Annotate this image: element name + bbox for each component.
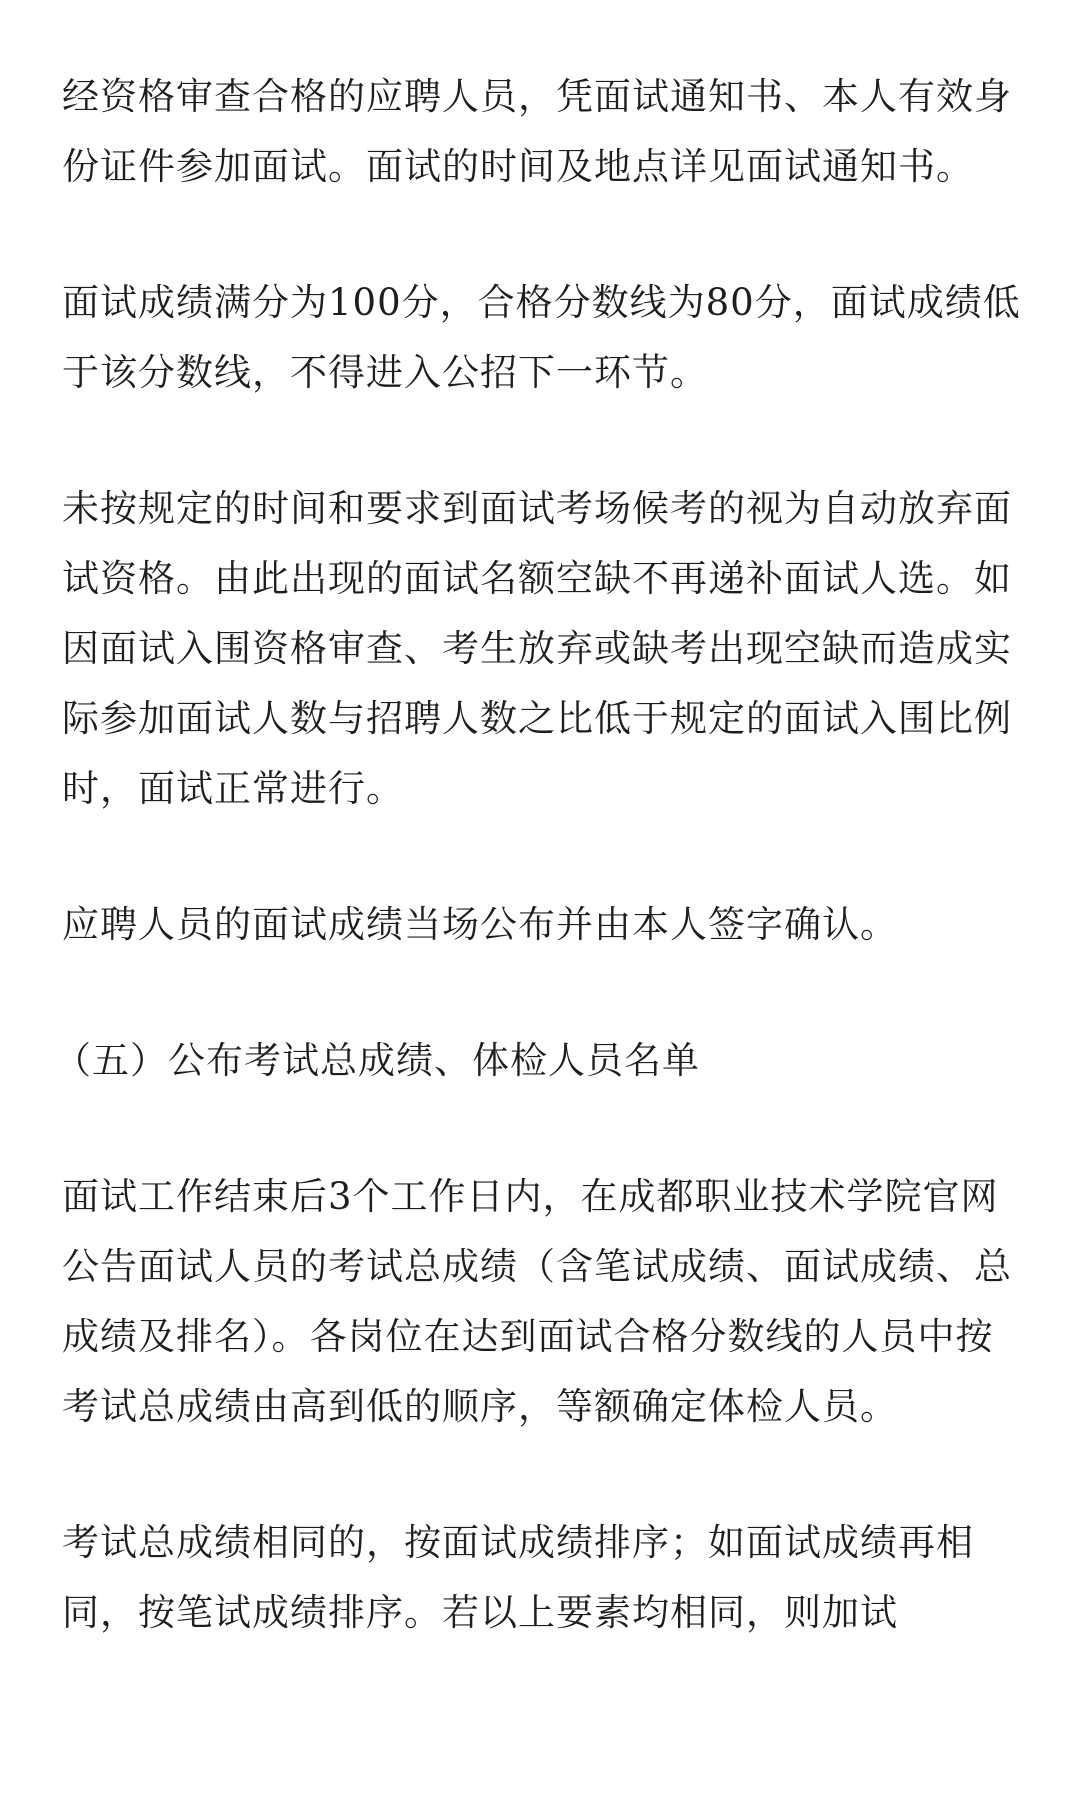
section-heading-five: （五）公布考试总成绩、体检人员名单 xyxy=(54,1039,700,1082)
paragraph-interview-notice: 经资格审查合格的应聘人员，凭面试通知书、本人有效身份证件参加面试。面试的时间及地点详见面试通知书。 xyxy=(62,75,1012,188)
paragraph-score-confirmation: 应聘人员的面试成绩当场公布并由本人签字确认。 xyxy=(62,903,898,946)
paragraph-interview-score: 面试成绩满分为100分，合格分数线为80分，面试成绩低于该分数线，不得进入公招下一环节。 xyxy=(62,281,1021,394)
paragraph-tie-break-rules: 考试总成绩相同的，按面试成绩排序；如面试成绩再相同，按笔试成绩排序。若以上要素均相同，则加试 xyxy=(62,1521,974,1634)
paragraph-total-score-announcement: 面试工作结束后3个工作日内，在成都职业技术学院官网公告面试人员的考试总成绩（含笔试成绩、面试成绩、总成绩及排名）。各岗位在达到面试合格分数线的人员中按考试总成绩由高到低的顺序，等额确定体检人员。 xyxy=(62,1175,1012,1428)
article-body xyxy=(54,62,1022,1648)
paragraph-absence-rules: 未按规定的时间和要求到面试考场候考的视为自动放弃面试资格。由此出现的面试名额空缺不再递补面试人选。如因面试入围资格审查、考生放弃或缺考出现空缺而造成实际参加面试人数与招聘人数之比低于规定的面试入围比例时，面试正常进行。 xyxy=(62,487,1012,810)
